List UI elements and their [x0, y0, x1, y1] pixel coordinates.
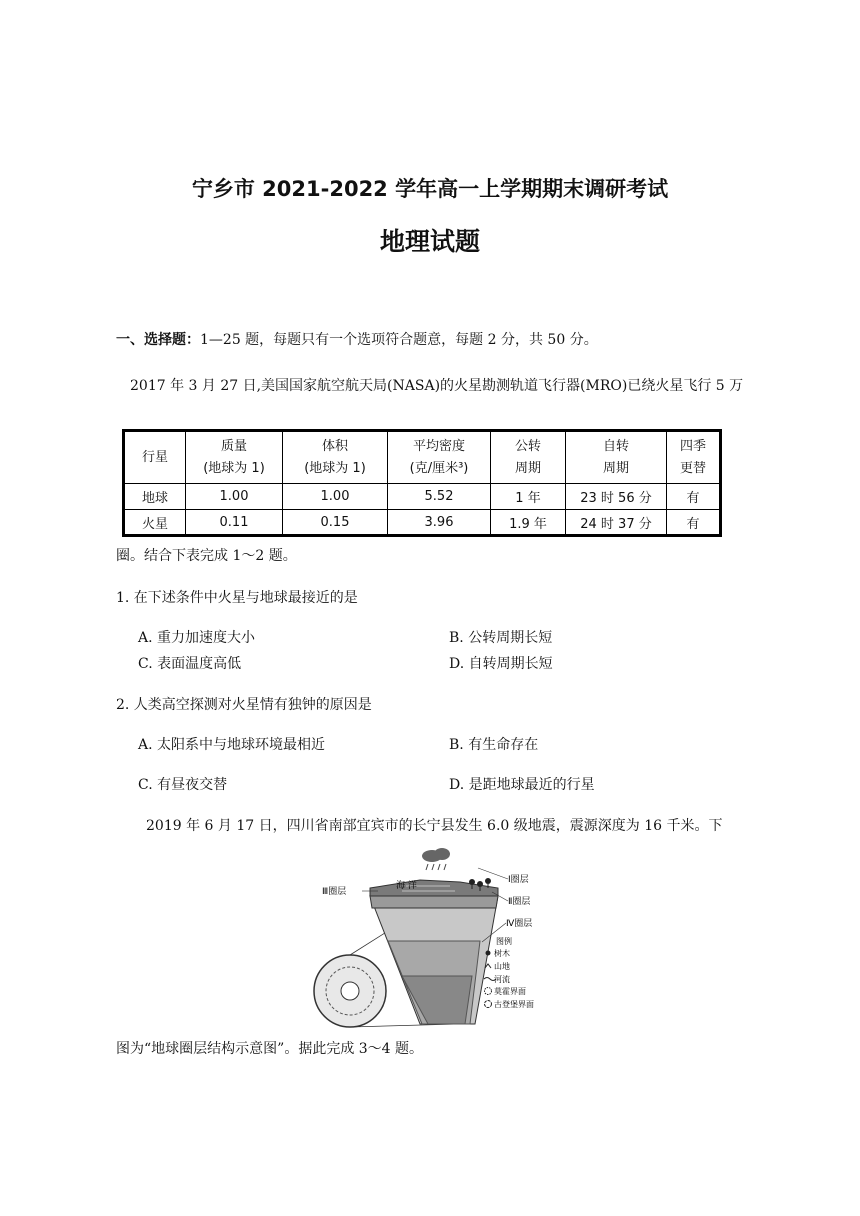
planet-comparison-table	[122, 429, 722, 537]
earth-layers-wedge	[370, 880, 498, 1024]
question-1-option-c: C. 表面温度高低	[138, 656, 242, 672]
table-cell: 1.00	[186, 484, 283, 510]
passage-2-line-2: 图为“地球圈层结构示意图”。据此完成 3～4 题。	[116, 1041, 424, 1057]
table-cell: 3.96	[388, 510, 491, 536]
table-header-row	[124, 431, 721, 484]
legend-gutenberg: 古登堡界面	[494, 1000, 534, 1009]
table-header-cell: 平均密度 (克/厘米³)	[388, 431, 491, 484]
table-cell: 0.15	[283, 510, 388, 536]
earth-sphere-structure-diagram	[310, 846, 585, 1028]
question-2-option-c: C. 有昼夜交替	[138, 777, 228, 793]
table-cell: 1.9 年	[491, 510, 566, 536]
table-cell: 23 时 56 分	[566, 484, 667, 510]
legend-moho-icon	[485, 988, 492, 995]
table-header-cell: 自转 周期	[566, 431, 667, 484]
table-cell: 1 年	[491, 484, 566, 510]
section-heading	[116, 329, 598, 349]
exam-subject-title: 地理试题	[379, 227, 480, 256]
sphere-3-label: Ⅲ圈层	[322, 887, 347, 897]
question-1-option-d: D. 自转周期长短	[449, 656, 553, 672]
question-1-option-a: A. 重力加速度大小	[138, 630, 256, 646]
question-1-stem: 1. 在下述条件中火星与地球最接近的是	[116, 590, 358, 606]
question-2-option-d: D. 是距地球最近的行星	[449, 777, 595, 793]
sphere-2-label: Ⅱ圈层	[508, 897, 531, 907]
passage-2-line-1: 2019 年 6 月 17 日，四川省南部宜宾市的长宁县发生 6.0 级地震，震源深度为 16 千米。下	[146, 818, 723, 834]
table-cell: 火星	[124, 510, 186, 536]
table-header-cell: 体积 (地球为 1)	[283, 431, 388, 484]
question-1-option-b: B. 公转周期长短	[449, 630, 553, 646]
table-cell: 有	[667, 484, 721, 510]
table-cell: 0.11	[186, 510, 283, 536]
section-label: 一、选择题：	[116, 332, 200, 348]
table-header-cell: 四季 更替	[667, 431, 721, 484]
legend-title: 图例	[496, 937, 512, 946]
table-row	[124, 484, 721, 510]
table-row	[124, 510, 721, 536]
sphere-4-label: Ⅳ圈层	[506, 919, 533, 929]
legend-river: 河流	[494, 975, 510, 984]
question-2-option-a: A. 太阳系中与地球环境最相近	[138, 737, 326, 753]
ocean-label: 海 洋	[396, 881, 417, 891]
table-cell: 有	[667, 510, 721, 536]
table-header-cell: 公转 周期	[491, 431, 566, 484]
table-header-cell: 行星	[124, 431, 186, 484]
question-2-stem: 2. 人类高空探测对火星情有独钟的原因是	[116, 697, 372, 713]
passage-1-line-1: 2017 年 3 月 27 日,美国国家航空航天局(NASA)的火星勘测轨道飞行器(MRO)已绕火星飞行 5 万	[130, 378, 744, 394]
table-cell: 5.52	[388, 484, 491, 510]
legend-moho: 莫霍界面	[494, 987, 526, 996]
table-header-cell: 质量 (地球为 1)	[186, 431, 283, 484]
legend-gutenberg-icon	[485, 1001, 492, 1008]
sphere-1-label: Ⅰ圈层	[508, 875, 529, 885]
table-cell: 1.00	[283, 484, 388, 510]
section-instruction: 1—25 题，每题只有一个选项符合题意，每题 2 分，共 50 分。	[200, 332, 598, 348]
passage-1-line-2: 圈。结合下表完成 1～2 题。	[116, 548, 297, 564]
diagram-legend	[484, 936, 534, 1009]
table-cell: 24 时 37 分	[566, 510, 667, 536]
cloud-icon	[422, 848, 450, 870]
question-2-option-b: B. 有生命存在	[449, 737, 539, 753]
legend-mountain: 山地	[494, 962, 510, 971]
legend-tree: 树木	[494, 949, 510, 958]
legend-tree-icon	[486, 951, 491, 956]
table-cell: 地球	[124, 484, 186, 510]
exam-title: 宁乡市 2021-2022 学年高一上学期期末调研考试	[191, 177, 669, 201]
